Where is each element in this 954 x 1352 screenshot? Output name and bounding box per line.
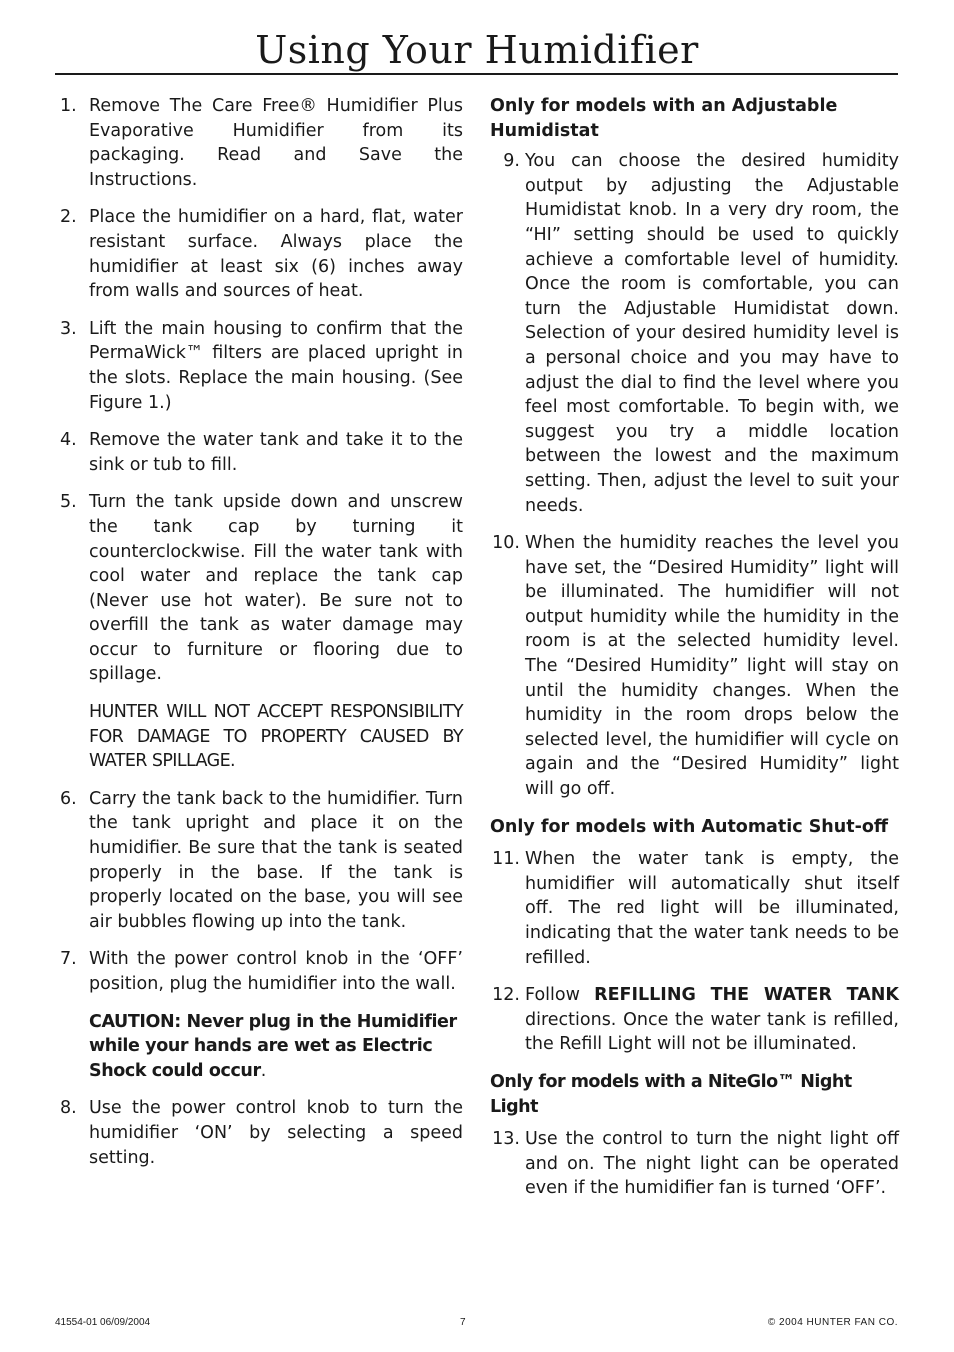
section-heading-automatic-shutoff: Only for models with Automatic Shut-off xyxy=(490,816,889,837)
instruction-item-12 xyxy=(490,983,899,1057)
item-text: Remove The Care Free® Humidifier Plus Evaporative Humidifier from its packaging. Read and Save the Instructions. xyxy=(89,96,463,190)
right-column xyxy=(490,94,899,1214)
instruction-item-7 xyxy=(60,947,463,996)
item-number: 9. xyxy=(503,151,520,172)
item-text: You can choose the desired humidity output by adjusting the Adjustable Humidistat knob. In a very dry room, the “HI” setting should be used to quickly achieve a comfortable level of humidity. Once the room is comfortable, you can turn the Adjustable Humidistat down. Selection of your desired humidity level is a personal choice and you may have to adjust the dial to find the level where you feel most comfortable. To begin with, we suggest you try a middle location between the lowest and the maximum setting. Then, adjust the level to suit your needs. xyxy=(525,151,899,516)
item-text: Turn the tank upside down and unscrew the tank cap by turning it counterclockwise. Fill the water tank with cool water and replace the tank cap (Never use hot water). Be sure not to overfill the tank as water damage may occur to furniture or flooring due to spillage. xyxy=(89,492,463,685)
item-text: Use the power control knob to turn the humidifier ‘ON’ by selecting a speed setting. xyxy=(89,1098,463,1168)
item-number: 1. xyxy=(60,96,77,116)
item-number: 11. xyxy=(492,849,520,870)
instruction-item-5 xyxy=(60,490,463,687)
item-text-after: directions. Once the water tank is refilled, the Refill Light will not be illuminated. xyxy=(525,1009,899,1055)
item-text: Lift the main housing to confirm that the PermaWick™ filters are placed upright in the slots. Replace the main housing. (See Figure 1.) xyxy=(89,318,463,413)
item-number: 12. xyxy=(492,985,520,1006)
instruction-item-10 xyxy=(490,531,899,802)
instruction-item-2 xyxy=(60,205,463,303)
item-number: 6. xyxy=(60,788,77,809)
instruction-item-11 xyxy=(490,847,899,970)
item-number: 3. xyxy=(60,318,77,339)
footer-doc-id: 41554-01 06/09/2004 xyxy=(55,1317,151,1328)
item-text: When the humidity reaches the level you have set, the “Desired Humidity” light will be illuminated. The humidifier will not output humidity while the humidity in the room is at the selected humidity level. The “Desired Humidity” light will stay on until the humidity changes. When the humidity in the room drops below the selected level, the humidifier will cycle on again and the “Desired Humidity” light will go off. xyxy=(525,533,899,800)
item-text: Remove the water tank and take it to the sink or tub to fill. xyxy=(89,430,463,475)
item-number: 7. xyxy=(60,949,77,970)
item-text: When the water tank is empty, the humidifier will automatically shut itself off. The red light will be illuminated, indicating that the water tank needs to be refilled. xyxy=(525,849,899,968)
item-number: 8. xyxy=(60,1098,77,1119)
footer-page-number: 7 xyxy=(460,1317,466,1328)
instruction-item-4 xyxy=(60,428,463,477)
item-number: 5. xyxy=(60,492,77,513)
item-text: Use the control to turn the night light off and on. The night light can be operated even if the humidifier fan is turned ‘OFF’. xyxy=(525,1129,899,1199)
page-title: Using Your Humidifier xyxy=(255,28,699,72)
instruction-item-6 xyxy=(60,787,463,935)
item-number: 4. xyxy=(60,430,77,451)
instruction-item-8 xyxy=(60,1096,463,1170)
item-number: 2. xyxy=(60,207,77,228)
section-heading-adjustable-humidistat: Only for models with an Adjustable Humidistat xyxy=(490,96,838,141)
caution-period: . xyxy=(260,1060,266,1081)
left-column xyxy=(60,94,463,1183)
item-text: Place the humidifier on a hard, flat, water resistant surface. Always place the humidifier at least six (6) inches away from walls and sources of heat. xyxy=(89,207,463,302)
instruction-item-3 xyxy=(60,317,463,415)
refilling-reference: REFILLING THE WATER TANK xyxy=(594,985,899,1006)
instruction-item-13 xyxy=(490,1127,899,1201)
caution-warning xyxy=(60,1010,463,1084)
item-text: With the power control knob in the ‘OFF’ position, plug the humidifier into the wall. xyxy=(89,949,463,994)
section-heading-niteglo: Only for models with a NiteGlo™ Night Light xyxy=(490,1071,852,1117)
instruction-item-9 xyxy=(490,149,899,518)
instruction-item-1 xyxy=(60,94,463,192)
responsibility-note: HUNTER WILL NOT ACCEPT RESPONSIBILITY FOR DAMAGE TO PROPERTY CAUSED BY WATER SPILLAGE. xyxy=(89,702,463,772)
footer-copyright: © 2004 HUNTER FAN CO. xyxy=(767,1317,898,1328)
caution-text: CAUTION: Never plug in the Humidifier while your hands are wet as Electric Shock could occur xyxy=(89,1011,457,1081)
title-rule xyxy=(55,73,898,75)
item-number: 13. xyxy=(492,1129,520,1150)
item-text-before: Follow xyxy=(525,985,595,1006)
item-number: 10. xyxy=(492,533,520,554)
item-text: Carry the tank back to the humidifier. Turn the tank upright and place it on the humidifier. Be sure that the tank is seated properly in the base. If the tank is properly located on the base, you will see air bubbles flowing up into the tank. xyxy=(89,788,463,932)
